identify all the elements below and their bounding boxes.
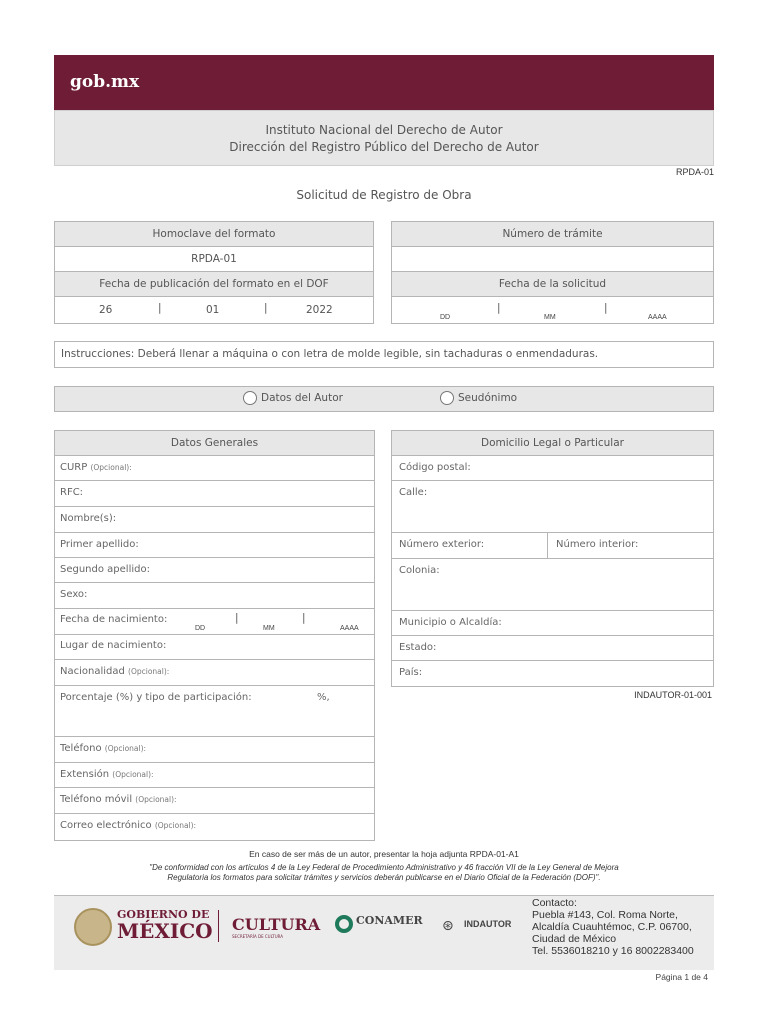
pais-label: País: bbox=[399, 667, 423, 678]
tramite-number-label: Número de trámite bbox=[392, 222, 713, 247]
multi-author-note: En caso de ser más de un autor, presentar la hoja adjunta RPDA-01-A1 bbox=[249, 849, 519, 859]
legal-note-line2: Regulatoria los formatos para solicitar trámites y servicios deberán publicarse en el Diario Oficial de la Federación (DOF)". bbox=[167, 873, 601, 882]
porcentaje-sign: %, bbox=[317, 692, 330, 703]
porcentaje-label: Porcentaje (%) y tipo de participación: bbox=[60, 692, 252, 703]
birth-sep-1: | bbox=[235, 612, 239, 624]
curp-field[interactable] bbox=[55, 456, 374, 481]
tramite-box bbox=[391, 221, 714, 324]
movil-label: Teléfono móvil bbox=[60, 794, 133, 805]
porcentaje-field[interactable] bbox=[55, 686, 374, 737]
cultura-subtitle: SECRETARÍA DE CULTURA bbox=[232, 934, 284, 939]
movil-optional: (Opcional): bbox=[135, 795, 177, 804]
domicilio-section bbox=[391, 430, 714, 687]
calle-label: Calle: bbox=[399, 487, 428, 498]
correo-optional: (Opcional): bbox=[154, 821, 197, 830]
movil-field[interactable] bbox=[55, 788, 374, 814]
datos-generales-section bbox=[54, 430, 375, 841]
form-title: Solicitud de Registro de Obra bbox=[296, 188, 472, 202]
request-year-hint: AAAA bbox=[648, 314, 667, 321]
indautor-logo: INDAUTOR bbox=[464, 919, 512, 929]
sexo-field[interactable] bbox=[55, 583, 374, 609]
municipio-label: Municipio o Alcaldía: bbox=[399, 617, 502, 628]
estado-label: Estado: bbox=[399, 642, 437, 653]
fecha-nacimiento-field[interactable] bbox=[55, 609, 374, 635]
correo-label: Correo electrónico bbox=[60, 820, 152, 831]
nombre-field[interactable] bbox=[55, 507, 374, 533]
contact-info: Contacto: Puebla #143, Col. Roma Norte, Alcaldía Cuauhtémoc, C.P. 06700, Ciudad de México Tel. 5536018210 y 16 8002283400 bbox=[532, 897, 694, 957]
pub-date-label: Fecha de publicación del formato en el DOF bbox=[55, 272, 373, 297]
institute-name: Instituto Nacional del Derecho de Autor bbox=[265, 123, 503, 137]
rfc-label: RFC: bbox=[60, 487, 84, 498]
tramite-number-field[interactable] bbox=[392, 247, 713, 272]
author-type-options bbox=[54, 386, 714, 412]
logo-divider bbox=[218, 910, 219, 942]
extension-optional: (Opcional): bbox=[112, 770, 154, 779]
numero-interior-field[interactable] bbox=[548, 533, 713, 559]
conamer-icon bbox=[335, 915, 353, 933]
nacionalidad-label: Nacionalidad bbox=[60, 666, 125, 677]
estado-field[interactable] bbox=[392, 636, 713, 661]
conamer-logo: CONAMER bbox=[356, 914, 423, 927]
pub-sep-2: | bbox=[264, 302, 268, 314]
nombre-label: Nombre(s): bbox=[60, 513, 117, 524]
option-datos-autor-label: Datos del Autor bbox=[261, 392, 343, 404]
radio-seudonimo-icon[interactable] bbox=[440, 391, 454, 405]
birth-day-hint: DD bbox=[195, 625, 206, 632]
request-sep-1: | bbox=[497, 302, 501, 314]
indautor-icon: ⊛ bbox=[442, 918, 454, 934]
request-date-label: Fecha de la solicitud bbox=[392, 272, 713, 297]
homoclave-value: RPDA-01 bbox=[55, 247, 373, 272]
birth-year-hint: AAAA bbox=[340, 625, 359, 632]
form-code: RPDA-01 bbox=[675, 167, 714, 177]
legal-note-line1: "De conformidad con los artículos 4 de la Ley Federal de Procedimiento Administrativo y 46 fracción VII de la Ley General de Mejora bbox=[149, 863, 619, 872]
fecha-nacimiento-label: Fecha de nacimiento: bbox=[60, 614, 168, 625]
pais-field[interactable] bbox=[392, 661, 713, 686]
primer-apellido-field[interactable] bbox=[55, 533, 374, 558]
mexico-seal-icon bbox=[74, 908, 112, 946]
correo-field[interactable] bbox=[55, 814, 374, 840]
codigo-postal-field[interactable] bbox=[392, 456, 713, 481]
nacionalidad-field[interactable] bbox=[55, 660, 374, 686]
option-seudonimo[interactable] bbox=[440, 391, 517, 405]
request-date-field[interactable] bbox=[392, 298, 713, 323]
pub-day: 26 bbox=[99, 304, 113, 316]
option-datos-autor[interactable] bbox=[243, 391, 343, 405]
sexo-label: Sexo: bbox=[60, 589, 88, 600]
institute-banner bbox=[54, 110, 714, 166]
directorate-name: Dirección del Registro Público del Derecho de Autor bbox=[229, 140, 539, 154]
gobierno-logo-line1: GOBIERNO DE bbox=[117, 908, 210, 921]
numero-interior-label: Número interior: bbox=[556, 539, 639, 550]
option-seudonimo-label: Seudónimo bbox=[458, 392, 518, 404]
lugar-nacimiento-field[interactable] bbox=[55, 635, 374, 660]
extension-label: Extensión bbox=[60, 769, 110, 780]
nacionalidad-optional: (Opcional): bbox=[128, 667, 170, 676]
telefono-label: Teléfono bbox=[60, 743, 102, 754]
pub-year: 2022 bbox=[306, 304, 333, 316]
segundo-apellido-label: Segundo apellido: bbox=[60, 564, 150, 575]
telefono-field[interactable] bbox=[55, 737, 374, 763]
footer bbox=[54, 895, 714, 970]
birth-sep-2: | bbox=[302, 612, 306, 624]
segundo-apellido-field[interactable] bbox=[55, 558, 374, 583]
telefono-optional: (Opcional): bbox=[104, 744, 147, 753]
gob-mx-logo[interactable]: gob.mx bbox=[70, 72, 140, 92]
page-number: Página 1 de 4 bbox=[655, 972, 708, 982]
pub-month: 01 bbox=[206, 304, 220, 316]
homoclave-label: Homoclave del formato bbox=[55, 222, 373, 247]
request-month-hint: MM bbox=[544, 314, 556, 321]
numero-exterior-field[interactable] bbox=[392, 533, 548, 559]
datos-generales-title: Datos Generales bbox=[55, 431, 374, 456]
extension-field[interactable] bbox=[55, 763, 374, 788]
indautor-code: INDAUTOR-01-001 bbox=[634, 690, 712, 700]
format-box bbox=[54, 221, 374, 324]
curp-label: CURP bbox=[60, 462, 88, 473]
codigo-postal-label: Código postal: bbox=[399, 462, 471, 473]
instructions: Instrucciones: Deberá llenar a máquina o con letra de molde legible, sin tachaduras o enmendaduras. bbox=[54, 341, 714, 368]
birth-month-hint: MM bbox=[263, 625, 275, 632]
domicilio-title: Domicilio Legal o Particular bbox=[392, 431, 713, 456]
primer-apellido-label: Primer apellido: bbox=[60, 539, 139, 550]
rfc-field[interactable] bbox=[55, 481, 374, 507]
municipio-field[interactable] bbox=[392, 611, 713, 636]
request-sep-2: | bbox=[604, 302, 608, 314]
cultura-logo: CULTURA bbox=[232, 915, 321, 934]
colonia-field[interactable] bbox=[392, 559, 713, 611]
radio-datos-autor-icon[interactable] bbox=[243, 391, 257, 405]
gobierno-logo-line2: MÉXICO bbox=[117, 919, 213, 943]
curp-optional: (Opcional): bbox=[90, 463, 132, 472]
lugar-nacimiento-label: Lugar de nacimiento: bbox=[60, 640, 167, 651]
calle-field[interactable] bbox=[392, 481, 713, 533]
colonia-label: Colonia: bbox=[399, 565, 440, 576]
pub-sep-1: | bbox=[158, 302, 162, 314]
header-bar bbox=[54, 55, 714, 110]
numero-exterior-label: Número exterior: bbox=[399, 539, 485, 550]
request-day-hint: DD bbox=[440, 314, 451, 321]
